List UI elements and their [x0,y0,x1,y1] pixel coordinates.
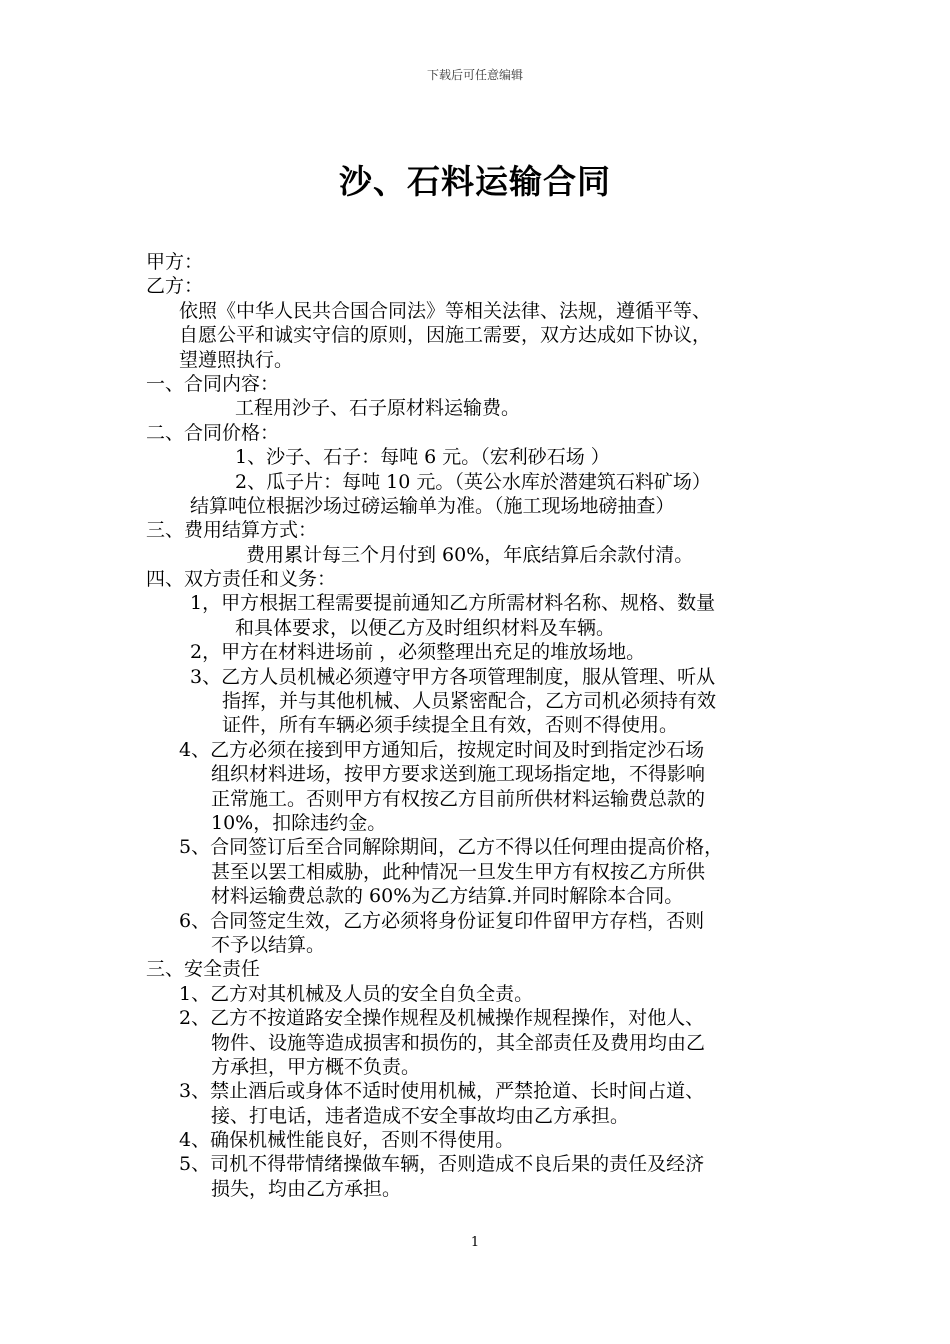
clause-line: 材料运输费总款的 60%为乙方结算.并同时解除本合同。 [211,885,684,908]
clause-line: 2、瓜子片：每吨 10 元。（英公水库於潜建筑石料矿场） [235,470,711,493]
clause-line: 不予以结算。 [211,933,326,956]
preamble-line: 望遵照执行。 [179,348,294,371]
section-heading: 三、安全责任 [146,958,261,981]
preamble-line: 自愿公平和诚实守信的原则，因施工需要，双方达成如下协议， [179,324,712,347]
party-a-line: 甲方： [146,251,204,273]
clause-line: 和具体要求，以便乙方及时组织材料及车辆。 [235,616,616,639]
clause-line: 甚至以罢工相威胁，此种情况一旦发生甲方有权按乙方所供 [211,860,706,883]
clause-line: 1，甲方根据工程需要提前通知乙方所需材料名称、规格、数量 [190,592,716,615]
section-heading: 一、合同内容： [146,372,280,395]
section-heading: 二、合同价格： [146,421,280,444]
contract-body [0,250,950,1201]
document-title: 沙、石料运输合同 [339,162,611,201]
clause-line: 4、乙方必须在接到甲方通知后，按规定时间及时到指定沙石场 [179,738,705,761]
clause-line: 4、确保机械性能良好，否则不得使用。 [179,1129,515,1152]
clause-line: 5、司机不得带情绪操做车辆，否则造成不良后果的责任及经济 [179,1153,705,1176]
section-heading: 四、双方责任和义务： [146,568,337,591]
clause-line: 物件、设施等造成损害和损伤的，其全部责任及费用均由乙 [211,1031,706,1054]
page-header-note: 下载后可任意编辑 [426,68,523,82]
clause-line: 接、打电话，违者造成不安全事故均由乙方承担。 [211,1104,630,1127]
clause-line: 2、乙方不按道路安全操作规程及机械操作规程操作，对他人、 [179,1007,705,1030]
clause-line: 正常施工。否则甲方有权按乙方目前所供材料运输费总款的 [211,787,706,810]
clause-line: 1、沙子、石子：每吨 6 元。（宏利砂石场 ） [235,446,610,469]
clause-line: 结算吨位根据沙场过磅运输单为准。（施工现场地磅抽查） [190,494,675,517]
clause-line: 6、合同签定生效，乙方必须将身份证复印件留甲方存档，否则 [179,909,705,932]
clause-line: 3、乙方人员机械必须遵守甲方各项管理制度，服从管理、听从 [190,665,716,688]
clause-line: 指挥，并与其他机械、人员紧密配合，乙方司机必须持有效 [222,690,717,713]
clause-line: 损失，均由乙方承担。 [211,1177,402,1200]
clause-line: 证件，所有车辆必须手续提全且有效，否则不得使用。 [222,714,679,737]
clause-line: 1、乙方对其机械及人员的安全自负全责。 [179,982,534,1005]
clause-line: 5、合同签订后至合同解除期间，乙方不得以任何理由提高价格， [179,836,724,859]
clause-line: 组织材料进场，按甲方要求送到施工现场指定地，不得影响 [211,763,706,786]
clause-line: 3、禁止酒后或身体不适时使用机械，严禁抢道、长时间占道、 [179,1080,705,1103]
clause-line: 方承担，甲方概不负责。 [211,1055,421,1078]
clause-line: 费用累计每三个月付到 60%，年底结算后余款付清。 [246,543,694,566]
party-b-line: 乙方： [146,275,204,298]
clause-line: 2，甲方在材料进场前 ，必须整理出充足的堆放场地。 [190,641,646,664]
page-number: 1 [470,1235,480,1250]
section-heading: 三、费用结算方式： [146,519,318,542]
clause-line: 10%，扣除违约金。 [211,811,387,834]
preamble-line: 依照《中华人民共合国合同法》等相关法律、法规，遵循平等、 [179,299,712,322]
clause-line: 工程用沙子、石子原材料运输费。 [235,397,521,420]
